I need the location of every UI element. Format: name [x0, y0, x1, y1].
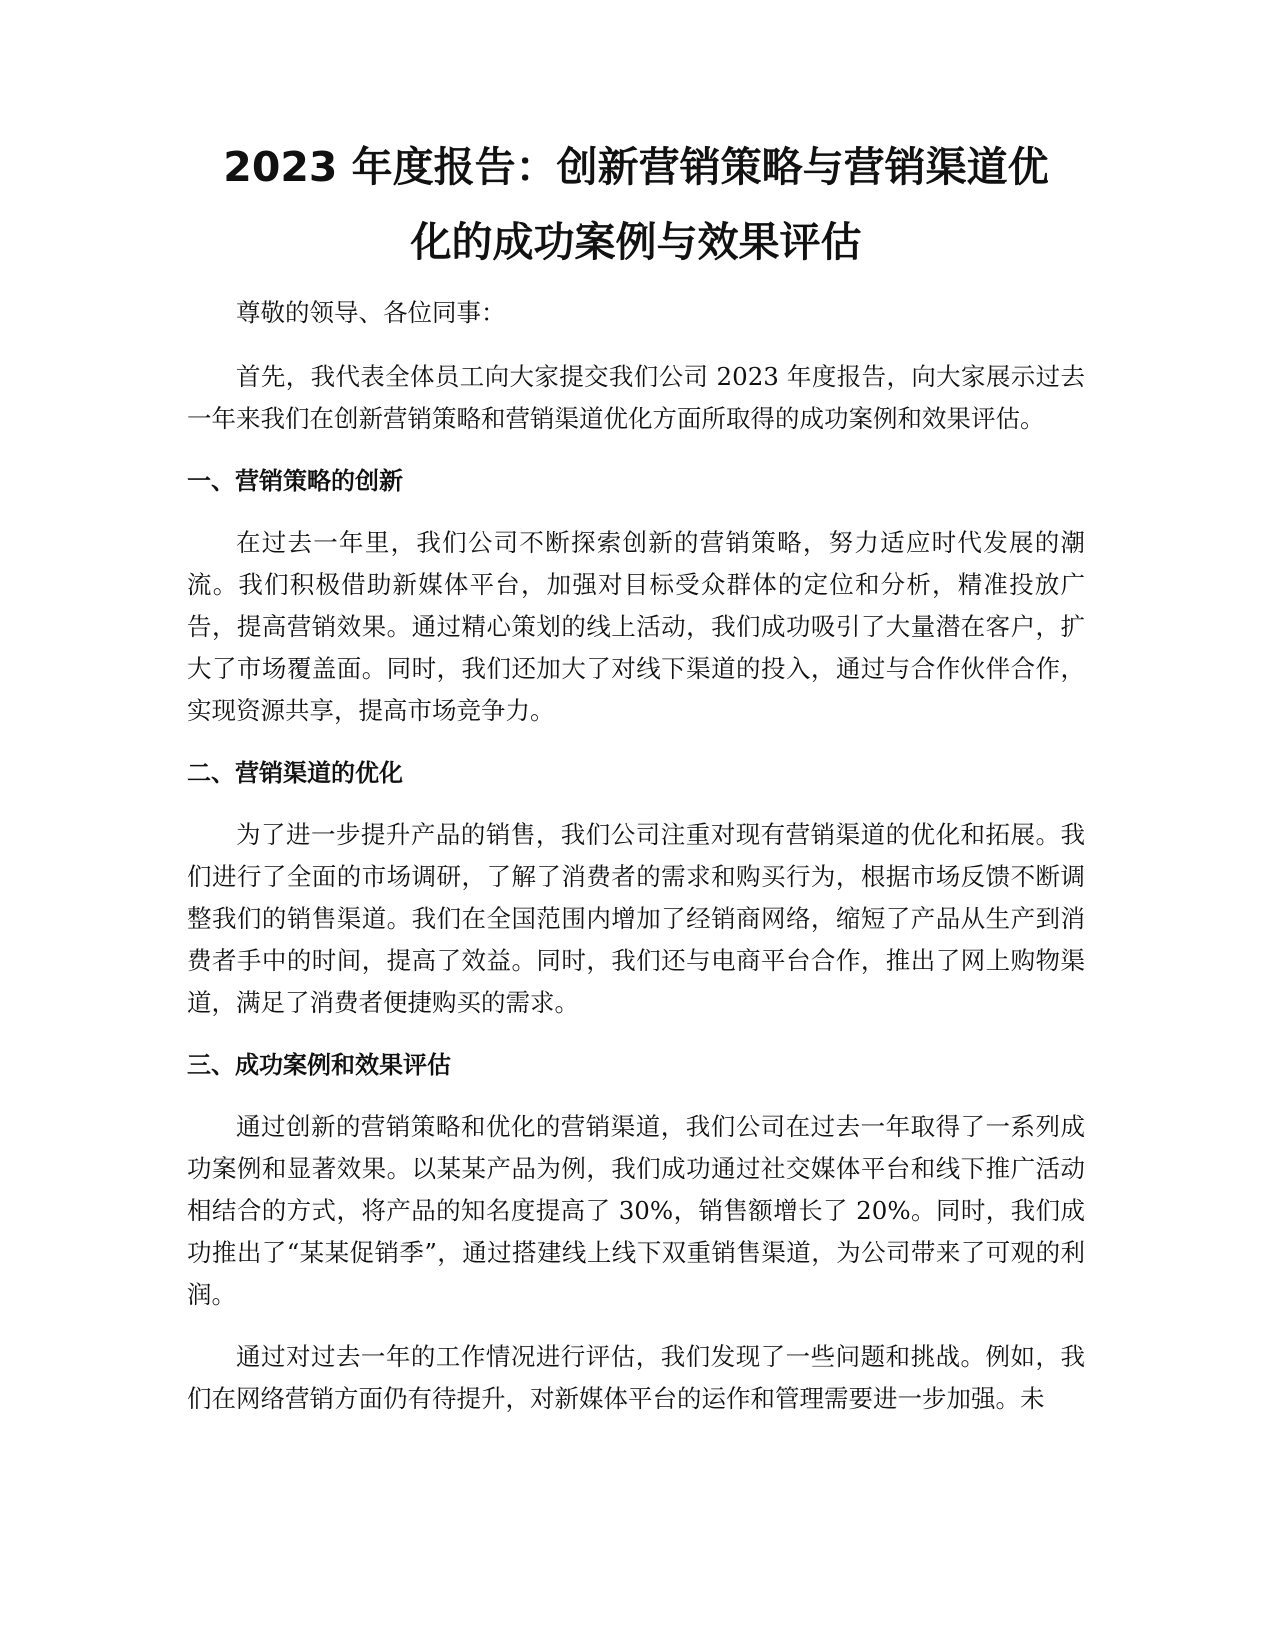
intro-paragraph: 首先，我代表全体员工向大家提交我们公司 2023 年度报告，向大家展示过去一年来我们在创新营销策略和营销渠道优化方面所取得的成功案例和效果评估。 — [187, 362, 1085, 433]
document-title — [187, 130, 1085, 280]
section-heading-strategy: 一、营销策略的创新 — [187, 467, 403, 495]
section-heading-channels: 二、营销渠道的优化 — [187, 759, 403, 787]
document-title-line-1: 2023 年度报告：创新营销策略与营销渠道优 — [223, 143, 1049, 191]
section-paragraph-channels: 为了进一步提升产品的销售，我们公司注重对现有营销渠道的优化和拓展。我们进行了全面的市场调研，了解了消费者的需求和购买行为，根据市场反馈不断调整我们的销售渠道。我们在全国范围内增加了经销商网络，缩短了产品从生产到消费者手中的时间，提高了效益。同时，我们还与电商平台合作，推出了网上购物渠道，满足了消费者便捷购买的需求。 — [187, 820, 1085, 1017]
section-paragraph-evaluation: 通过对过去一年的工作情况进行评估，我们发现了一些问题和挑战。例如，我们在网络营销方面仍有待提升，对新媒体平台的运作和管理需要进一步加强。未 — [187, 1342, 1085, 1413]
section-paragraph-cases: 通过创新的营销策略和优化的营销渠道，我们公司在过去一年取得了一系列成功案例和显著效果。以某某产品为例，我们成功通过社交媒体平台和线下推广活动相结合的方式，将产品的知名度提高了 30%，销售额增长了 20%。同时，我们成功推出了“某某促销季”，通过搭建线上线下双重销售渠道，为公司带来了可观的利润。 — [187, 1112, 1085, 1309]
section-paragraph-strategy: 在过去一年里，我们公司不断探索创新的营销策略，努力适应时代发展的潮流。我们积极借助新媒体平台，加强对目标受众群体的定位和分析，精准投放广告，提高营销效果。通过精心策划的线上活动，我们成功吸引了大量潜在客户，扩大了市场覆盖面。同时，我们还加大了对线下渠道的投入，通过与合作伙伴合作，实现资源共享，提高市场竞争力。 — [187, 528, 1085, 725]
document-title-line-2: 化的成功案例与效果评估 — [410, 218, 862, 266]
salutation: 尊敬的领导、各位同事： — [236, 298, 506, 327]
section-heading-cases: 三、成功案例和效果评估 — [187, 1051, 451, 1079]
